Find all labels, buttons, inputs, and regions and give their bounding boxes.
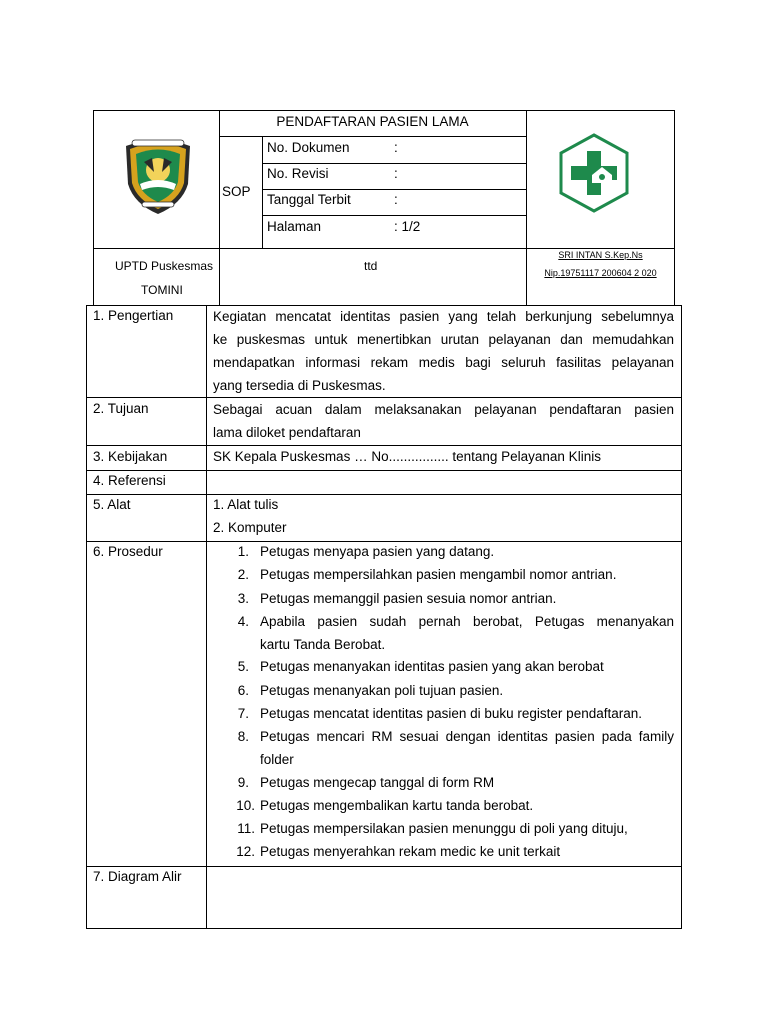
field-value-halaman: : 1/2: [394, 219, 421, 234]
field-value-tanggal-terbit: :: [394, 192, 398, 207]
row-label-tujuan: 2. Tujuan: [93, 401, 149, 416]
tujuan-line: lama diloket pendaftaran: [213, 425, 361, 440]
alat-item: 2. Komputer: [213, 520, 287, 535]
tujuan-line: Sebagai acuan dalam melaksanakan pelayanan pendaftaran pasien: [213, 402, 674, 417]
prosedur-step-text: Petugas mencatat identitas pasien di buku register pendaftaran.: [260, 706, 642, 721]
signer-name: SRI INTAN S.Kep.Ns: [558, 250, 643, 260]
prosedur-step-number: 3.: [237, 591, 249, 606]
prosedur-step-text: Apabila pasien sudah pernah berobat, Petugas menanyakan: [260, 614, 674, 629]
field-value-no-dokumen: :: [394, 140, 398, 155]
row-label-alat: 5. Alat: [93, 497, 131, 512]
field-label-no-dokumen: No. Dokumen: [267, 140, 350, 155]
org-name: UPTD Puskesmas: [115, 259, 214, 273]
prosedur-step-number: 11.: [237, 821, 255, 836]
prosedur-step-text: Petugas menyerahkan rekam medic ke unit terkait: [260, 844, 561, 859]
prosedur-step-number: 1.: [237, 544, 249, 559]
signature-ttd: ttd: [364, 259, 378, 273]
prosedur-step-number: 4.: [237, 614, 249, 629]
document-title: PENDAFTARAN PASIEN LAMA: [276, 114, 469, 129]
field-label-tanggal-terbit: Tanggal Terbit: [267, 192, 351, 207]
pengertian-line: yang tersedia di Puskesmas.: [213, 378, 386, 393]
prosedur-step-text: Petugas menanyakan identitas pasien yang akan berobat: [260, 659, 604, 674]
row-label-diagram-alir: 7. Diagram Alir: [93, 869, 182, 884]
prosedur-step-text: Petugas mengecap tanggal di form RM: [260, 775, 495, 790]
row-label-referensi: 4. Referensi: [93, 473, 166, 488]
prosedur-step-number: 5.: [237, 659, 249, 674]
field-value-no-revisi: :: [394, 166, 398, 181]
row-label-prosedur: 6. Prosedur: [93, 544, 163, 559]
alat-item: 1. Alat tulis: [213, 497, 279, 512]
pengertian-line: Kegiatan mencatat identitas pasien yang telah berkunjung sebelumnya: [213, 309, 674, 324]
regional-emblem-logo: [118, 132, 198, 216]
prosedur-step-text: Petugas menyapa pasien yang datang.: [260, 544, 495, 559]
pengertian-line: mendapatkan informasi rekam medis bagi seluruh fasilitas pelayanan: [213, 355, 674, 370]
row-label-pengertian: 1. Pengertian: [93, 308, 174, 323]
puskesmas-logo: [558, 133, 630, 213]
prosedur-step-number: 6.: [237, 683, 249, 698]
prosedur-step-number: 12.: [236, 844, 255, 859]
prosedur-step-text: Petugas mengembalikan kartu tanda berobat.: [260, 798, 534, 813]
sop-label: SOP: [222, 184, 251, 199]
pengertian-line: ke puskesmas untuk menertibkan urutan pelayanan dan memudahkan: [213, 332, 674, 347]
prosedur-step-number: 9.: [237, 775, 249, 790]
prosedur-step-text: Petugas mempersilakan pasien menunggu di poli yang dituju,: [260, 821, 628, 836]
field-label-halaman: Halaman: [267, 219, 322, 234]
org-location: TOMINI: [141, 283, 183, 297]
field-label-no-revisi: No. Revisi: [267, 166, 329, 181]
signer-nip: Nip.19751117 200604 2 020: [544, 268, 657, 278]
prosedur-step-number: 10.: [236, 798, 255, 813]
prosedur-step-text: folder: [260, 752, 294, 767]
prosedur-step-number: 8.: [237, 729, 249, 744]
prosedur-step-text: Petugas mencari RM sesuai dengan identitas pasien pada family: [260, 729, 674, 744]
prosedur-step-text: Petugas menanyakan poli tujuan pasien.: [260, 683, 504, 698]
prosedur-step-text: kartu Tanda Berobat.: [260, 637, 386, 652]
prosedur-step-text: Petugas mempersilahkan pasien mengambil nomor antrian.: [260, 567, 617, 582]
prosedur-step-text: Petugas memanggil pasien sesuia nomor antrian.: [260, 591, 557, 606]
prosedur-step-number: 2.: [237, 567, 249, 582]
kebijakan-text: SK Kepala Puskesmas … No................ tentang Pelayanan Klinis: [213, 449, 601, 464]
row-label-kebijakan: 3. Kebijakan: [93, 449, 168, 464]
prosedur-step-number: 7.: [237, 706, 249, 721]
